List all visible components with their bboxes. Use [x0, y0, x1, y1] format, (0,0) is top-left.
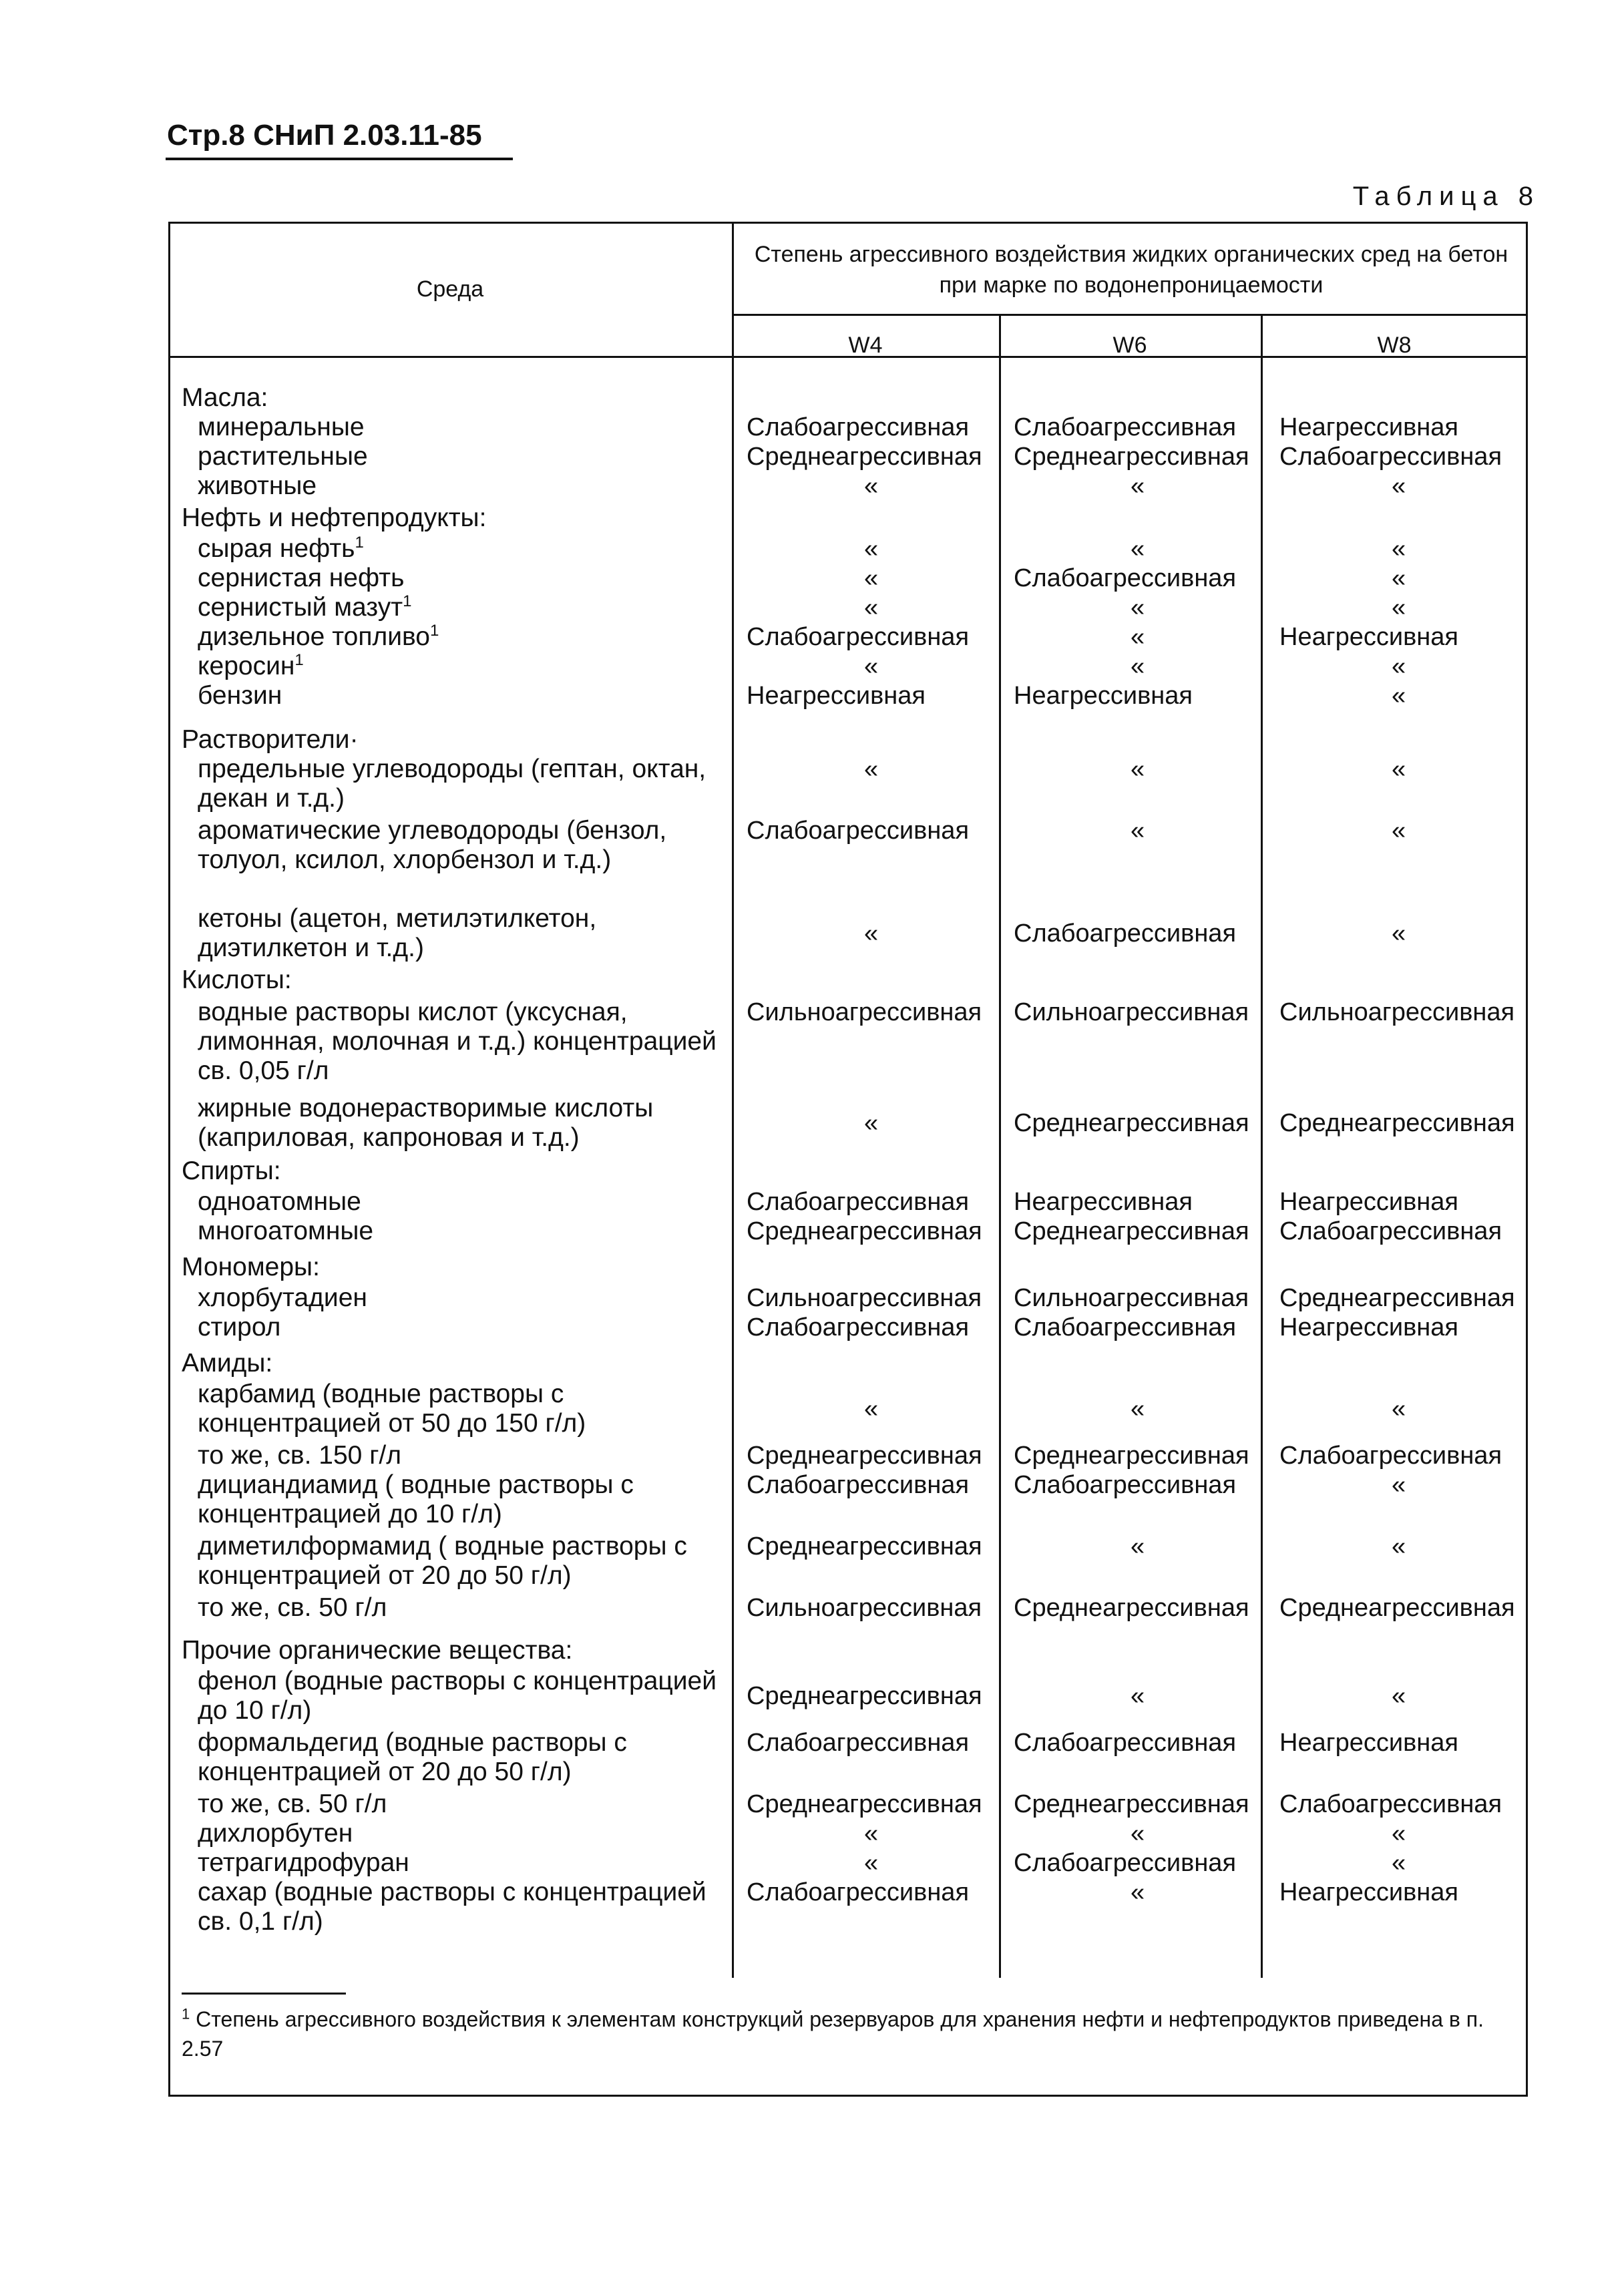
w6-value: Среднеагрессивная: [1014, 1594, 1249, 1622]
w8-value: Слабоагрессивная: [1279, 1217, 1502, 1245]
w4-value: Среднеагрессивная: [747, 1442, 982, 1470]
w4-value: Среднеагрессивная: [747, 1682, 982, 1710]
group-title: Спирты:: [182, 1157, 281, 1185]
medium-name: [168, 1532, 732, 1591]
w6-value: Слабоагрессивная: [1014, 1729, 1237, 1757]
medium-name-text: сернистый мазут: [198, 593, 403, 622]
footnote-reference: 1: [429, 622, 439, 640]
w4-value: «: [864, 1395, 879, 1423]
medium-name: [168, 1217, 732, 1246]
medium-name: [168, 1313, 732, 1342]
medium-name-text: бензин: [198, 681, 282, 710]
w6-value: «: [1131, 594, 1145, 622]
w6-value: Сильноагрессивная: [1014, 1284, 1249, 1312]
medium-name-text: тетрагидрофуран: [198, 1848, 409, 1877]
medium-name-text: хлорбутадиен: [198, 1283, 367, 1312]
w6-value: Слабоагрессивная: [1014, 1849, 1237, 1877]
w8-value: Сильноагрессивная: [1279, 998, 1515, 1026]
medium-name: [168, 1790, 732, 1819]
w8-value: Слабоагрессивная: [1279, 443, 1502, 471]
medium-name: [168, 622, 732, 652]
medium-name-text: то же, св. 50 г/л: [198, 1593, 387, 1622]
medium-name: [168, 1094, 732, 1153]
w4-value: «: [864, 1849, 879, 1877]
w8-value: «: [1392, 1532, 1406, 1560]
group-header-rule: [732, 314, 1528, 316]
medium-name: [168, 442, 732, 471]
w6-value: «: [1131, 535, 1145, 563]
w4-value: Слабоагрессивная: [747, 1729, 970, 1757]
medium-name: [168, 1819, 732, 1848]
group-title: Растворители·: [182, 725, 359, 754]
medium-name: [168, 1667, 732, 1725]
group-title: Кислоты:: [182, 966, 292, 994]
w6-value: «: [1131, 1395, 1145, 1423]
w4-value: «: [864, 472, 879, 500]
w6-value: Неагрессивная: [1014, 1188, 1193, 1216]
medium-name-text: сырая нефть: [198, 534, 355, 563]
w8-value: «: [1392, 652, 1406, 680]
w4-value: Слабоагрессивная: [747, 1471, 970, 1499]
medium-header: Среда: [416, 276, 484, 302]
w8-value: «: [1392, 1682, 1406, 1710]
w8-value: «: [1392, 535, 1406, 563]
w8-value: «: [1392, 755, 1406, 783]
medium-name: [168, 1380, 732, 1438]
medium-name-text: сахар (водные растворы с концентрацией св. 0,1 г/л): [198, 1878, 706, 1936]
w6-value: «: [1131, 755, 1145, 783]
w4-value: Сильноагрессивная: [747, 1284, 982, 1312]
w4-value: «: [864, 535, 879, 563]
w8-value: Слабоагрессивная: [1279, 1442, 1502, 1470]
w4-value: Среднеагрессивная: [747, 1790, 982, 1818]
footnote-text: Степень агрессивного воздействия к элементам конструкций резервуаров для хранения нефти и нефтепродуктов приведена в п. 2.57: [182, 2007, 1484, 2061]
medium-name-text: кетоны (ацетон, метилэтилкетон, диэтилкетон и т.д.): [198, 904, 597, 962]
w8-value: Неагрессивная: [1279, 413, 1458, 441]
w4-value: Неагрессивная: [747, 682, 926, 710]
group-title: Прочие органические вещества:: [182, 1636, 573, 1665]
w4-value: Слабоагрессивная: [747, 623, 970, 651]
table-caption: Таблица 8: [1352, 182, 1540, 211]
group-title: Нефть и нефтепродукты:: [182, 503, 487, 532]
w6-value: Слабоагрессивная: [1014, 1471, 1237, 1499]
medium-name-text: сернистая нефть: [198, 564, 405, 592]
w8-header: W8: [1377, 333, 1412, 358]
w6-value: Среднеагрессивная: [1014, 1217, 1249, 1245]
w8-value: «: [1392, 817, 1406, 845]
w8-value: «: [1392, 682, 1406, 710]
w6-value: «: [1131, 623, 1145, 651]
medium-name-text: то же, св. 50 г/л: [198, 1790, 387, 1818]
w8-value: «: [1392, 1849, 1406, 1877]
group-title: Масла:: [182, 383, 268, 412]
medium-name: [168, 904, 732, 963]
medium-name-text: минеральные: [198, 413, 365, 441]
w6-value: «: [1131, 1682, 1145, 1710]
w8-value: Неагрессивная: [1279, 1729, 1458, 1757]
medium-name-text: карбамид (водные растворы с концентрацией от 50 до 150 г/л): [198, 1380, 586, 1438]
w6-header: W6: [1112, 333, 1147, 358]
w6-value: Сильноагрессивная: [1014, 998, 1249, 1026]
w8-value: Неагрессивная: [1279, 1313, 1458, 1341]
medium-name: [168, 1728, 732, 1787]
medium-name: [168, 755, 732, 813]
w4-value: «: [864, 594, 879, 622]
w8-value: Среднеагрессивная: [1279, 1109, 1515, 1137]
w8-value: «: [1392, 564, 1406, 592]
medium-name-text: дизельное топливо: [198, 622, 430, 651]
w4-value: «: [864, 919, 879, 948]
medium-name: [168, 1441, 732, 1470]
footnote-mark: 1: [182, 2005, 190, 2023]
group-title: Мономеры:: [182, 1253, 320, 1281]
medium-name: [168, 593, 732, 622]
w4-value: «: [864, 652, 879, 680]
w8-value: Неагрессивная: [1279, 1188, 1458, 1216]
w8-value: Неагрессивная: [1279, 623, 1458, 651]
w4-value: Слабоагрессивная: [747, 817, 970, 845]
footnote-reference: 1: [355, 534, 364, 552]
w4-value: Среднеагрессивная: [747, 443, 982, 471]
w6-value: «: [1131, 472, 1145, 500]
w6-value: Среднеагрессивная: [1014, 1109, 1249, 1137]
medium-name-text: стирол: [198, 1313, 281, 1341]
w4-value: «: [864, 1109, 879, 1137]
medium-name-text: водные растворы кислот (уксусная, лимонная, молочная и т.д.) концентрацией св. 0,05 г/л: [198, 998, 717, 1085]
w4-header: W4: [848, 333, 883, 358]
w8-value: «: [1392, 1471, 1406, 1499]
w8-value: Среднеагрессивная: [1279, 1284, 1515, 1312]
medium-name-text: то же, св. 150 г/л: [198, 1441, 402, 1470]
medium-name: [168, 1470, 732, 1529]
w8-value: «: [1392, 594, 1406, 622]
w6-value: «: [1131, 1820, 1145, 1848]
medium-name: [168, 681, 732, 710]
w4-w6-divider: [999, 314, 1001, 1978]
w6-value: Слабоагрессивная: [1014, 919, 1237, 948]
medium-name-text: растительные: [198, 442, 368, 471]
medium-name-text: жирные водонерастворимые кислоты (каприловая, капроновая и т.д.): [198, 1094, 654, 1152]
aggressiveness-header: Степень агрессивного воздействия жидких органических сред на бетон при марке по водонепроницаемости: [754, 242, 1508, 298]
medium-name: [168, 534, 732, 564]
page-header: Стр.8 СНиП 2.03.11-85: [167, 119, 482, 152]
w4-value: Сильноагрессивная: [747, 998, 982, 1026]
medium-name: [168, 1283, 732, 1313]
w8-value: Среднеагрессивная: [1279, 1594, 1515, 1622]
medium-name: [168, 1848, 732, 1878]
w4-value: Слабоагрессивная: [747, 413, 970, 441]
w6-value: Среднеагрессивная: [1014, 1790, 1249, 1818]
medium-name-text: керосин: [198, 652, 295, 680]
w4-value: Слабоагрессивная: [747, 1878, 970, 1906]
medium-name-text: предельные углеводороды (гептан, октан, декан и т.д.): [198, 755, 706, 813]
w6-value: Среднеагрессивная: [1014, 443, 1249, 471]
medium-name-text: одноатомные: [198, 1187, 361, 1216]
footnote-reference: 1: [294, 651, 304, 669]
w4-value: «: [864, 755, 879, 783]
w6-value: «: [1131, 1532, 1145, 1560]
footnote-reference: 1: [403, 592, 412, 610]
w6-value: Слабоагрессивная: [1014, 413, 1237, 441]
medium-name: [168, 564, 732, 593]
w8-value: Слабоагрессивная: [1279, 1790, 1502, 1818]
w4-value: Среднеагрессивная: [747, 1217, 982, 1245]
w4-value: Сильноагрессивная: [747, 1594, 982, 1622]
footnote: [182, 2005, 1524, 2063]
medium-name: [168, 1878, 732, 1936]
header-rule: [166, 158, 513, 160]
medium-name-text: дициандиамид ( водные растворы с концентрацией до 10 г/л): [198, 1470, 634, 1528]
w6-value: Слабоагрессивная: [1014, 564, 1237, 592]
medium-name: [168, 816, 732, 875]
w8-value: «: [1392, 1820, 1406, 1848]
medium-name: [168, 471, 732, 501]
medium-name-text: дихлорбутен: [198, 1819, 353, 1848]
w4-value: Слабоагрессивная: [747, 1313, 970, 1341]
w6-value: Слабоагрессивная: [1014, 1313, 1237, 1341]
medium-name: [168, 652, 732, 681]
footnote-rule: [182, 1993, 346, 1995]
w8-value: Неагрессивная: [1279, 1878, 1458, 1906]
medium-name: [168, 1593, 732, 1623]
group-title: Амиды:: [182, 1349, 273, 1378]
medium-name-text: фенол (водные растворы с концентрацией до 10 г/л): [198, 1667, 717, 1725]
w8-value: «: [1392, 1395, 1406, 1423]
w4-value: Среднеагрессивная: [747, 1532, 982, 1560]
medium-name-text: животные: [198, 471, 317, 500]
medium-name: [168, 1187, 732, 1217]
medium-column-divider: [732, 222, 734, 1978]
w4-value: Слабоагрессивная: [747, 1188, 970, 1216]
medium-name-text: диметилформамид ( водные растворы с концентрацией от 20 до 50 г/л): [198, 1532, 687, 1590]
w6-value: Среднеагрессивная: [1014, 1442, 1249, 1470]
medium-name-text: формальдегид (водные растворы с концентрацией от 20 до 50 г/л): [198, 1728, 627, 1786]
w8-value: «: [1392, 919, 1406, 948]
w6-value: «: [1131, 1878, 1145, 1906]
w6-w8-divider: [1261, 314, 1263, 1978]
w6-value: «: [1131, 817, 1145, 845]
w4-value: «: [864, 564, 879, 592]
medium-name-text: ароматические углеводороды (бензол, толуол, ксилол, хлорбензол и т.д.): [198, 816, 667, 874]
medium-name: [168, 998, 732, 1086]
w8-value: «: [1392, 472, 1406, 500]
w4-value: «: [864, 1820, 879, 1848]
w6-value: «: [1131, 652, 1145, 680]
medium-name: [168, 413, 732, 442]
w6-value: Неагрессивная: [1014, 682, 1193, 710]
medium-name-text: многоатомные: [198, 1217, 374, 1245]
